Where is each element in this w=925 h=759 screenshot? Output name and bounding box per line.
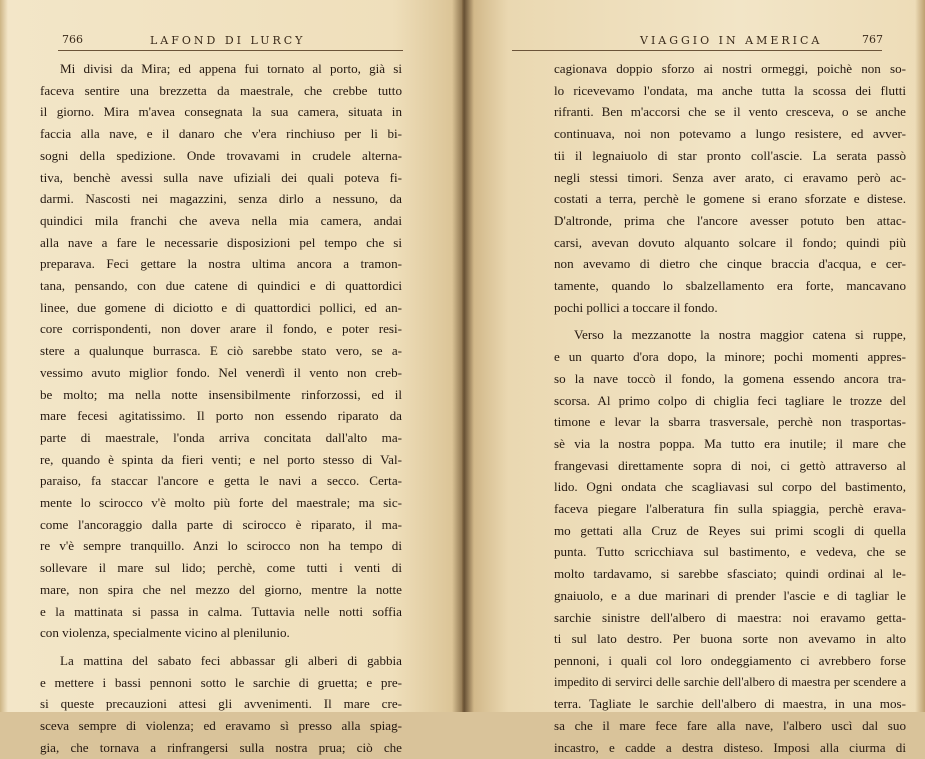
text-line: faceva piegare l'alberatura fin sulla spiaggia, perchè erava- [554, 501, 906, 517]
text-line: impedito di servirci delle sarchie dell'albero di maestra per scendere a [554, 674, 906, 689]
text-line: sceva sempre di violenza; ed eravamo sì presso alla spiag- [40, 718, 402, 734]
text-line: tamente, quando lo sbalzellamento era forte, mancavano [554, 278, 906, 294]
text-line: e la mattinata si passa in calma. Tuttavia nelle notti soffia [40, 603, 402, 619]
text-line: be molto; ma nella notte insensibilmente rinforzossi, ed il [40, 386, 402, 402]
text-line: lido. Ogni ondata che scagliavasi sul corpo del bastimento, [554, 479, 906, 495]
text-line: incastro, e cadde a destra disteso. Imposi alla ciurma di [554, 739, 906, 755]
text-line: re, quando è spinta da fieri venti; e nel porto stesso di Val- [40, 451, 402, 467]
text-line: costati a terra, perchè le gomene si erano sforzate e distese. [554, 191, 906, 207]
text-line: terra. Tagliate le sarchie dell'albero di maestra, in una mos- [554, 696, 906, 712]
text-line: sè via la nostra poppa. Ma tutto era inutile; il mare che [554, 435, 906, 451]
book-gutter [452, 0, 474, 712]
text-line: frangevasi direttamente sopra di noi, ci gettò attraverso al [554, 457, 906, 473]
left-page [0, 0, 462, 755]
text-line: darmi. Nascosti nei magazzini, senza dirlo a nessuno, da [40, 191, 402, 207]
text-line: mare fecesi agitatissimo. Il porto non essendo riparato da [40, 408, 402, 424]
text-line: con violenza, specialmente vicino al plenilunio. [40, 625, 290, 641]
text-line: negli stessi timori. Senza aver arato, ci eravamo però ac- [554, 169, 906, 185]
text-line: carsi, avevan dovuto alquanto solcare il fondo; quindi più [554, 234, 906, 250]
text-line: lo ricevevamo l'ondata, ma anche tutta la scossa dei flutti [554, 82, 906, 98]
page-number: 767 [862, 33, 883, 46]
text-line: timone e levar la sbarra trasversale, perchè non trasportas- [554, 414, 906, 430]
text-line: faccia alla nave, e il danaro che v'era rinchiuso per li bi- [40, 126, 402, 142]
text-line: parte di maestrale, l'onda arriva concitata dall'alto ma- [40, 429, 402, 445]
text-line: sa che il mare fece fare alla nave, l'albero uscì dal suo [554, 718, 906, 734]
text-line: mare, non spira che nel mezzo del giorno, mentre la notte [40, 581, 402, 597]
text-line: non avevamo di dietro che cinque braccia d'acqua, e cer- [554, 256, 906, 272]
text-line: molto tardavamo, si sarebbe sfasciato; quindi ordinai al le- [554, 566, 906, 582]
text-line: alla nave a fare le necessarie disposizioni pel tempo che si [40, 234, 402, 250]
text-line: vessimo avuto miglior fondo. Nel venerdì il vento non creb- [40, 364, 402, 380]
right-page-text [554, 58, 906, 759]
text-line: tii il legnaiuolo di star pronto coll'ascie. La serata passò [554, 147, 906, 163]
header-rule [512, 50, 882, 51]
text-line: quindici mila franchi che aveva nella mia camera, andai [40, 212, 402, 228]
text-line: pennoni, i quali col loro ondeggiamento ci avrebbero forse [554, 652, 906, 668]
text-line: il giorno. Mira m'avea consegnata la sua camera, situata in [40, 104, 402, 120]
text-line: e un quarto d'ora dopo, la minore; pochi momenti appres- [554, 349, 906, 365]
text-line: punta. Tutto scricchiava sul bastimento, e vedeva, che se [554, 544, 906, 560]
text-line: sarchie sinistre dell'albero di maestra: noi eravamo getta- [554, 609, 906, 625]
text-line: tana, pensando, con due catene di quindici e di quattordici [40, 278, 402, 294]
header-rule [58, 50, 403, 51]
text-line: ti sul lato destro. Per buona sorte non avevamo in alto [554, 631, 906, 647]
text-line: continuava, noi non potevamo a lungo resistere, ed avver- [554, 126, 906, 142]
text-line: re v'è sempre tranquillo. Anzi lo scirocco non ha tempo di [40, 538, 402, 554]
text-line: so la nave toccò il fondo, la gomena essendo ancora tra- [554, 370, 906, 386]
text-line: sogni della spedizione. Onde trovavami in crudele alterna- [40, 147, 402, 163]
text-line: pochi pollici a toccare il fondo. [554, 299, 718, 315]
text-line: linee, due gomene di diciotto e di quattordici pollici, ed an- [40, 299, 402, 315]
text-line: rifranti. Ben m'accorsi che se il vento cresceva, o se anche [554, 104, 906, 120]
text-line: mente lo scirocco v'è molto più forte del maestrale; ma sic- [40, 495, 402, 511]
page-edge-shadow [915, 0, 925, 712]
page-number: 766 [62, 33, 83, 46]
text-line: faceva sentire una brezzetta da maestrale, che crebbe tutto [40, 82, 402, 98]
text-line: paraiso, fa staccar l'ancore e getta le navi a secco. Certa- [40, 473, 402, 489]
text-line: preparava. Feci gettare la nostra ultima ancora a tramon- [40, 256, 402, 272]
left-page-text [40, 58, 402, 759]
text-line: La mattina del sabato feci abbassar gli alberi di gabbia [60, 652, 402, 668]
text-line: tiva, benchè avessi sulla nave ufiziali dei quali poteva fi- [40, 169, 402, 185]
text-line: gnaiuolo, e a due marinari di prender l'ascie e di tagliar le [554, 587, 906, 603]
text-line: sollevare il mare sul lido; perchè, come tutti i venti di [40, 560, 402, 576]
text-line: si queste precauzioni attesi gli avvenimenti. Il mare cre- [40, 696, 402, 712]
right-page [462, 0, 925, 755]
text-line: Verso la mezzanotte la nostra maggior catena si ruppe, [574, 327, 906, 343]
text-line: e mettere i bassi pennoni sotto le sarchie di gruetta; e pre- [40, 674, 402, 690]
text-line: cagionava doppio sforzo ai nostri ormeggi, poichè non so- [554, 61, 906, 76]
text-line: D'altronde, prima che l'ancore avesser potuto ben attac- [554, 212, 906, 228]
running-head: VIAGGIO IN AMERICA [640, 34, 823, 47]
text-line: scorsa. Al primo colpo di chiglia feci tagliare le trozze del [554, 392, 906, 408]
text-line: gia, che tornava a rinfrangersi sulla nostra prua; ciò che [40, 739, 402, 755]
text-line: stere a qualunque burrasca. E ciò sarebbe stato vero, se a- [40, 343, 402, 359]
running-head: LAFOND DI LURCY [150, 34, 306, 47]
page-edge-shadow [0, 0, 8, 712]
text-line: core corrispondenti, non dover arare il fondo, e poter resi- [40, 321, 402, 337]
text-line: come l'ancoraggio dalla parte di scirocco è riparato, il ma- [40, 516, 402, 532]
text-line: Mi divisi da Mira; ed appena fui tornato al porto, già si [60, 61, 402, 76]
text-line: mo gettati alla Cruz de Reyes sui primi scogli di quella [554, 522, 906, 538]
